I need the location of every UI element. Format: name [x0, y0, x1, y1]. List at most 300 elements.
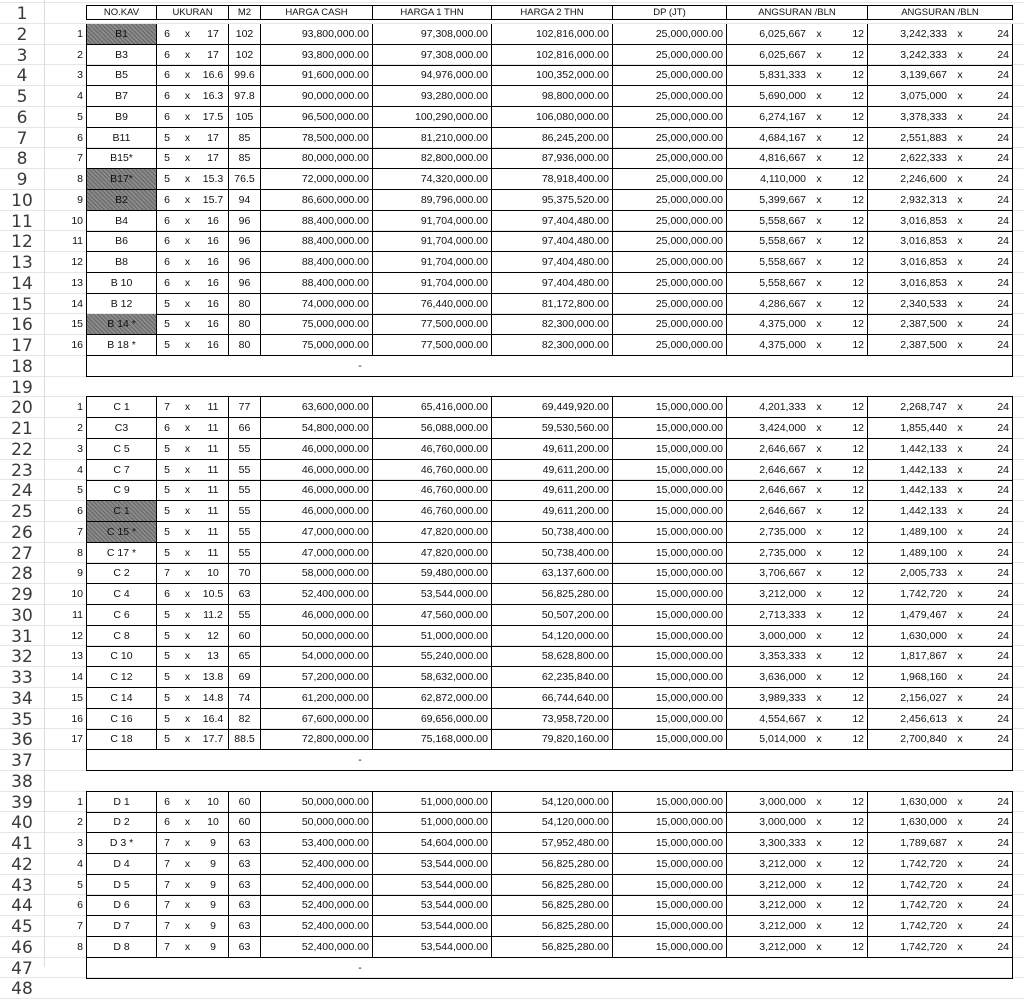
cell-no[interactable]: 15 [71, 692, 83, 704]
cell-cash[interactable]: 90,000,000.00 [261, 86, 373, 107]
times-sign[interactable]: x [177, 543, 198, 564]
row-number[interactable]: 11 [11, 212, 33, 232]
cell-m2[interactable]: 55 [229, 480, 261, 501]
cell-m2[interactable]: 88.5 [229, 729, 261, 750]
times-sign[interactable]: x [177, 792, 198, 813]
cell-m2[interactable]: 63 [229, 895, 261, 916]
cell-h1[interactable]: 93,280,000.00 [373, 86, 492, 107]
cell-t2[interactable]: 24 [970, 294, 1013, 315]
times-sign[interactable]: x [809, 709, 829, 730]
cell-a1[interactable]: 3,424,000 [727, 418, 809, 439]
cell-h2[interactable]: 49,611,200.00 [492, 480, 613, 501]
cell-kav[interactable]: C 12 [86, 667, 157, 688]
cell-cash[interactable]: 86,600,000.00 [261, 190, 373, 211]
times-sign[interactable]: x [809, 646, 829, 667]
cell-dp[interactable]: 15,000,000.00 [613, 709, 727, 730]
cell-a2[interactable]: 3,075,000 [868, 86, 950, 107]
cell-l[interactable]: 16.3 [198, 86, 229, 107]
cell-l[interactable]: 10 [198, 563, 229, 584]
cell-a1[interactable]: 4,286,667 [727, 294, 809, 315]
cell-no[interactable]: 13 [71, 277, 83, 289]
cell-kav[interactable]: C 1 [86, 397, 157, 418]
header-harga-cash[interactable]: HARGA CASH [261, 5, 373, 20]
cell-dp[interactable]: 15,000,000.00 [613, 418, 727, 439]
row-number[interactable]: 2 [16, 25, 28, 45]
cell-h2[interactable]: 57,952,480.00 [492, 833, 613, 854]
cell-a1[interactable]: 5,014,000 [727, 729, 809, 750]
cell-dp[interactable]: 25,000,000.00 [613, 86, 727, 107]
cell-a1[interactable]: 3,300,333 [727, 833, 809, 854]
cell-a2[interactable]: 1,442,133 [868, 439, 950, 460]
cell-h1[interactable]: 46,760,000.00 [373, 480, 492, 501]
cell-w[interactable]: 6 [157, 86, 177, 107]
cell-t2[interactable]: 24 [970, 24, 1013, 45]
cell-w[interactable]: 5 [157, 335, 177, 356]
cell-t2[interactable]: 24 [970, 584, 1013, 605]
cell-dp[interactable]: 25,000,000.00 [613, 24, 727, 45]
times-sign[interactable]: x [177, 252, 198, 273]
times-sign[interactable]: x [177, 937, 198, 958]
cell-cash[interactable]: 50,000,000.00 [261, 626, 373, 647]
cell-kav[interactable]: B4 [86, 211, 157, 232]
cell-a1[interactable]: 4,816,667 [727, 148, 809, 169]
cell-w[interactable]: 5 [157, 439, 177, 460]
cell-a1[interactable]: 3,636,000 [727, 667, 809, 688]
row-number[interactable]: 20 [11, 398, 33, 418]
times-sign[interactable]: x [809, 626, 829, 647]
cell-l[interactable]: 11 [198, 480, 229, 501]
times-sign[interactable]: x [950, 729, 970, 750]
row-number[interactable]: 13 [11, 253, 33, 273]
cell-h2[interactable]: 56,825,280.00 [492, 584, 613, 605]
row-number[interactable]: 26 [11, 523, 33, 543]
cell-no[interactable]: 8 [77, 547, 83, 559]
cell-dp[interactable]: 15,000,000.00 [613, 646, 727, 667]
cell-t2[interactable]: 24 [970, 522, 1013, 543]
cell-t2[interactable]: 24 [970, 543, 1013, 564]
cell-cash[interactable]: 46,000,000.00 [261, 501, 373, 522]
cell-m2[interactable]: 55 [229, 543, 261, 564]
cell-no[interactable]: 4 [77, 464, 83, 476]
cell-t1[interactable]: 12 [829, 563, 868, 584]
times-sign[interactable]: x [809, 460, 829, 481]
cell-l[interactable]: 16 [198, 335, 229, 356]
row-number[interactable]: 22 [11, 440, 33, 460]
times-sign[interactable]: x [809, 252, 829, 273]
times-sign[interactable]: x [950, 833, 970, 854]
cell-l[interactable]: 16 [198, 252, 229, 273]
cell-t1[interactable]: 12 [829, 418, 868, 439]
row-number[interactable]: 41 [11, 834, 33, 854]
cell-l[interactable]: 9 [198, 854, 229, 875]
cell-a2[interactable]: 2,156,027 [868, 688, 950, 709]
cell-h2[interactable]: 95,375,520.00 [492, 190, 613, 211]
row-number[interactable]: 1 [16, 4, 28, 24]
times-sign[interactable]: x [950, 107, 970, 128]
row-number[interactable]: 45 [11, 917, 33, 937]
cell-no[interactable]: 2 [77, 422, 83, 434]
cell-dp[interactable]: 15,000,000.00 [613, 729, 727, 750]
cell-a2[interactable]: 3,139,667 [868, 65, 950, 86]
times-sign[interactable]: x [950, 273, 970, 294]
cell-h1[interactable]: 89,796,000.00 [373, 190, 492, 211]
times-sign[interactable]: x [177, 148, 198, 169]
cell-t1[interactable]: 12 [829, 584, 868, 605]
cell-h2[interactable]: 97,404,480.00 [492, 211, 613, 232]
times-sign[interactable]: x [950, 792, 970, 813]
cell-m2[interactable]: 70 [229, 563, 261, 584]
cell-a1[interactable]: 3,212,000 [727, 916, 809, 937]
cell-dp[interactable]: 15,000,000.00 [613, 439, 727, 460]
times-sign[interactable]: x [177, 854, 198, 875]
cell-kav[interactable]: B6 [86, 231, 157, 252]
cell-dp[interactable]: 25,000,000.00 [613, 190, 727, 211]
cell-a2[interactable]: 1,442,133 [868, 501, 950, 522]
cell-l[interactable]: 13.8 [198, 667, 229, 688]
cell-dp[interactable]: 25,000,000.00 [613, 314, 727, 335]
cell-dp[interactable]: 15,000,000.00 [613, 688, 727, 709]
cell-cash[interactable]: 50,000,000.00 [261, 812, 373, 833]
cell-w[interactable]: 5 [157, 688, 177, 709]
times-sign[interactable]: x [809, 916, 829, 937]
cell-l[interactable]: 9 [198, 875, 229, 896]
cell-h1[interactable]: 97,308,000.00 [373, 24, 492, 45]
cell-h1[interactable]: 58,632,000.00 [373, 667, 492, 688]
cell-h2[interactable]: 56,825,280.00 [492, 854, 613, 875]
cell-m2[interactable]: 55 [229, 439, 261, 460]
cell-dp[interactable]: 15,000,000.00 [613, 522, 727, 543]
times-sign[interactable]: x [950, 543, 970, 564]
cell-m2[interactable]: 96 [229, 231, 261, 252]
cell-w[interactable]: 5 [157, 646, 177, 667]
cell-t2[interactable]: 24 [970, 335, 1013, 356]
row-number[interactable]: 25 [11, 502, 33, 522]
cell-cash[interactable]: 91,600,000.00 [261, 65, 373, 86]
cell-t2[interactable]: 24 [970, 65, 1013, 86]
cell-kav[interactable]: C 10 [86, 646, 157, 667]
cell-cash[interactable]: 52,400,000.00 [261, 916, 373, 937]
times-sign[interactable]: x [950, 667, 970, 688]
cell-m2[interactable]: 60 [229, 792, 261, 813]
cell-h1[interactable]: 51,000,000.00 [373, 626, 492, 647]
times-sign[interactable]: x [809, 875, 829, 896]
cell-a2[interactable]: 1,742,720 [868, 916, 950, 937]
cell-t2[interactable]: 24 [970, 626, 1013, 647]
row-number[interactable]: 33 [11, 668, 33, 688]
cell-a1[interactable]: 3,989,333 [727, 688, 809, 709]
times-sign[interactable]: x [950, 854, 970, 875]
cell-m2[interactable]: 80 [229, 294, 261, 315]
cell-l[interactable]: 9 [198, 833, 229, 854]
cell-m2[interactable]: 55 [229, 605, 261, 626]
cell-kav[interactable]: D 1 [86, 792, 157, 813]
cell-m2[interactable]: 96 [229, 273, 261, 294]
cell-a1[interactable]: 5,558,667 [727, 211, 809, 232]
cell-a2[interactable]: 3,016,853 [868, 231, 950, 252]
cell-no[interactable]: 5 [77, 111, 83, 123]
cell-m2[interactable]: 55 [229, 460, 261, 481]
cell-dp[interactable]: 15,000,000.00 [613, 563, 727, 584]
cell-t2[interactable]: 24 [970, 190, 1013, 211]
cell-a1[interactable]: 3,212,000 [727, 895, 809, 916]
cell-a1[interactable]: 3,000,000 [727, 792, 809, 813]
cell-a2[interactable]: 1,817,867 [868, 646, 950, 667]
cell-m2[interactable]: 80 [229, 335, 261, 356]
cell-t1[interactable]: 12 [829, 792, 868, 813]
cell-t2[interactable]: 24 [970, 480, 1013, 501]
cell-dp[interactable]: 15,000,000.00 [613, 667, 727, 688]
cell-cash[interactable]: 52,400,000.00 [261, 854, 373, 875]
cell-w[interactable]: 6 [157, 812, 177, 833]
times-sign[interactable]: x [177, 626, 198, 647]
times-sign[interactable]: x [950, 418, 970, 439]
cell-a2[interactable]: 1,742,720 [868, 937, 950, 958]
cell-no[interactable]: 5 [77, 484, 83, 496]
times-sign[interactable]: x [177, 460, 198, 481]
times-sign[interactable]: x [177, 916, 198, 937]
cell-l[interactable]: 10 [198, 792, 229, 813]
cell-t1[interactable]: 12 [829, 169, 868, 190]
cell-w[interactable]: 5 [157, 314, 177, 335]
cell-h2[interactable]: 82,300,000.00 [492, 335, 613, 356]
times-sign[interactable]: x [809, 439, 829, 460]
cell-h1[interactable]: 91,704,000.00 [373, 252, 492, 273]
cell-t2[interactable]: 24 [970, 875, 1013, 896]
cell-kav[interactable]: C 5 [86, 439, 157, 460]
row-number[interactable]: 7 [16, 129, 28, 149]
cell-cash[interactable]: 47,000,000.00 [261, 543, 373, 564]
cell-no[interactable]: 8 [77, 941, 83, 953]
cell-cash[interactable]: 46,000,000.00 [261, 605, 373, 626]
cell-h1[interactable]: 77,500,000.00 [373, 314, 492, 335]
cell-w[interactable]: 5 [157, 148, 177, 169]
cell-cash[interactable]: 96,500,000.00 [261, 107, 373, 128]
cell-t1[interactable]: 12 [829, 460, 868, 481]
cell-h1[interactable]: 65,416,000.00 [373, 397, 492, 418]
dash-cell[interactable]: - [358, 754, 362, 766]
cell-no[interactable]: 7 [77, 152, 83, 164]
times-sign[interactable]: x [950, 688, 970, 709]
times-sign[interactable]: x [950, 875, 970, 896]
cell-w[interactable]: 7 [157, 397, 177, 418]
cell-h1[interactable]: 54,604,000.00 [373, 833, 492, 854]
cell-dp[interactable]: 25,000,000.00 [613, 252, 727, 273]
cell-h2[interactable]: 59,530,560.00 [492, 418, 613, 439]
cell-kav-highlighted[interactable]: B2 [86, 190, 157, 211]
cell-no[interactable]: 8 [77, 173, 83, 185]
cell-t2[interactable]: 24 [970, 812, 1013, 833]
times-sign[interactable]: x [177, 45, 198, 66]
cell-h1[interactable]: 94,976,000.00 [373, 65, 492, 86]
cell-h1[interactable]: 74,320,000.00 [373, 169, 492, 190]
cell-a1[interactable]: 4,110,000 [727, 169, 809, 190]
cell-cash[interactable]: 72,000,000.00 [261, 169, 373, 190]
cell-dp[interactable]: 15,000,000.00 [613, 812, 727, 833]
times-sign[interactable]: x [950, 439, 970, 460]
cell-w[interactable]: 6 [157, 190, 177, 211]
cell-t1[interactable]: 12 [829, 626, 868, 647]
times-sign[interactable]: x [950, 812, 970, 833]
cell-m2[interactable]: 63 [229, 937, 261, 958]
cell-no[interactable]: 2 [77, 816, 83, 828]
times-sign[interactable]: x [177, 895, 198, 916]
cell-l[interactable]: 10 [198, 812, 229, 833]
cell-a2[interactable]: 2,387,500 [868, 314, 950, 335]
cell-kav[interactable]: D 2 [86, 812, 157, 833]
cell-kav[interactable]: B 18 * [86, 335, 157, 356]
row-number[interactable]: 29 [11, 585, 33, 605]
times-sign[interactable]: x [809, 522, 829, 543]
header-harga-1thn[interactable]: HARGA 1 THN [373, 5, 492, 20]
header-ukuran[interactable]: UKURAN [157, 5, 229, 20]
cell-no[interactable]: 10 [71, 215, 83, 227]
cell-kav[interactable]: C 18 [86, 729, 157, 750]
times-sign[interactable]: x [809, 480, 829, 501]
cell-cash[interactable]: 52,400,000.00 [261, 584, 373, 605]
cell-m2[interactable]: 66 [229, 418, 261, 439]
cell-t2[interactable]: 24 [970, 107, 1013, 128]
cell-t1[interactable]: 12 [829, 231, 868, 252]
times-sign[interactable]: x [177, 729, 198, 750]
cell-l[interactable]: 15.3 [198, 169, 229, 190]
cell-cash[interactable]: 93,800,000.00 [261, 45, 373, 66]
header-m2[interactable]: M2 [229, 5, 261, 20]
cell-t2[interactable]: 24 [970, 460, 1013, 481]
cell-a1[interactable]: 2,713,333 [727, 605, 809, 626]
cell-a1[interactable]: 2,735,000 [727, 543, 809, 564]
cell-kav[interactable]: C 16 [86, 709, 157, 730]
cell-t2[interactable]: 24 [970, 45, 1013, 66]
cell-h2[interactable]: 49,611,200.00 [492, 439, 613, 460]
cell-cash[interactable]: 63,600,000.00 [261, 397, 373, 418]
cell-no[interactable]: 9 [77, 194, 83, 206]
cell-no[interactable]: 16 [71, 339, 83, 351]
cell-t1[interactable]: 12 [829, 480, 868, 501]
cell-l[interactable]: 17 [198, 148, 229, 169]
cell-w[interactable]: 5 [157, 128, 177, 149]
cell-a2[interactable]: 2,387,500 [868, 335, 950, 356]
cell-t2[interactable]: 24 [970, 709, 1013, 730]
cell-cash[interactable]: 52,400,000.00 [261, 895, 373, 916]
times-sign[interactable]: x [177, 24, 198, 45]
cell-w[interactable]: 5 [157, 605, 177, 626]
row-number[interactable]: 44 [11, 896, 33, 916]
cell-cash[interactable]: 93,800,000.00 [261, 24, 373, 45]
times-sign[interactable]: x [950, 916, 970, 937]
cell-l[interactable]: 14.8 [198, 688, 229, 709]
times-sign[interactable]: x [809, 937, 829, 958]
cell-m2[interactable]: 63 [229, 584, 261, 605]
cell-a1[interactable]: 2,735,000 [727, 522, 809, 543]
cell-a1[interactable]: 2,646,667 [727, 501, 809, 522]
times-sign[interactable]: x [809, 397, 829, 418]
times-sign[interactable]: x [950, 190, 970, 211]
times-sign[interactable]: x [177, 667, 198, 688]
cell-kav[interactable]: C 6 [86, 605, 157, 626]
cell-kav[interactable]: D 8 [86, 937, 157, 958]
cell-kav[interactable]: B 10 [86, 273, 157, 294]
cell-dp[interactable]: 15,000,000.00 [613, 501, 727, 522]
cell-cash[interactable]: 52,400,000.00 [261, 937, 373, 958]
cell-cash[interactable]: 54,800,000.00 [261, 418, 373, 439]
cell-w[interactable]: 6 [157, 24, 177, 45]
cell-l[interactable]: 11 [198, 460, 229, 481]
cell-h1[interactable]: 75,168,000.00 [373, 729, 492, 750]
cell-cash[interactable]: 88,400,000.00 [261, 231, 373, 252]
times-sign[interactable]: x [809, 895, 829, 916]
cell-no[interactable]: 17 [71, 733, 83, 745]
row-number[interactable]: 15 [11, 295, 33, 315]
times-sign[interactable]: x [809, 501, 829, 522]
cell-kav[interactable]: C 4 [86, 584, 157, 605]
cell-w[interactable]: 6 [157, 792, 177, 813]
cell-h1[interactable]: 46,760,000.00 [373, 501, 492, 522]
times-sign[interactable]: x [177, 563, 198, 584]
times-sign[interactable]: x [177, 65, 198, 86]
cell-h2[interactable]: 66,744,640.00 [492, 688, 613, 709]
cell-w[interactable]: 6 [157, 65, 177, 86]
cell-h1[interactable]: 53,544,000.00 [373, 937, 492, 958]
cell-a1[interactable]: 5,690,000 [727, 86, 809, 107]
cell-kav[interactable]: D 5 [86, 875, 157, 896]
cell-t1[interactable]: 12 [829, 501, 868, 522]
cell-t1[interactable]: 12 [829, 190, 868, 211]
times-sign[interactable]: x [809, 45, 829, 66]
cell-a2[interactable]: 2,340,533 [868, 294, 950, 315]
cell-t2[interactable]: 24 [970, 563, 1013, 584]
times-sign[interactable]: x [809, 854, 829, 875]
cell-m2[interactable]: 60 [229, 626, 261, 647]
cell-t2[interactable]: 24 [970, 211, 1013, 232]
cell-t1[interactable]: 12 [829, 646, 868, 667]
cell-m2[interactable]: 63 [229, 916, 261, 937]
cell-h1[interactable]: 56,088,000.00 [373, 418, 492, 439]
cell-a1[interactable]: 3,212,000 [727, 875, 809, 896]
cell-no[interactable]: 7 [77, 526, 83, 538]
times-sign[interactable]: x [809, 543, 829, 564]
cell-no[interactable]: 13 [71, 650, 83, 662]
row-number[interactable]: 27 [11, 544, 33, 564]
cell-a1[interactable]: 5,558,667 [727, 231, 809, 252]
times-sign[interactable]: x [950, 231, 970, 252]
cell-l[interactable]: 11 [198, 501, 229, 522]
header-angsuran1[interactable]: ANGSURAN /BLN [727, 5, 868, 20]
cell-t1[interactable]: 12 [829, 812, 868, 833]
row-number[interactable]: 9 [16, 170, 28, 190]
cell-t2[interactable]: 24 [970, 688, 1013, 709]
blank-row[interactable] [86, 958, 1013, 979]
cell-w[interactable]: 7 [157, 833, 177, 854]
cell-a1[interactable]: 3,212,000 [727, 584, 809, 605]
cell-cash[interactable]: 74,000,000.00 [261, 294, 373, 315]
cell-cash[interactable]: 53,400,000.00 [261, 833, 373, 854]
cell-no[interactable]: 1 [77, 401, 83, 413]
cell-no[interactable]: 3 [77, 837, 83, 849]
cell-no[interactable]: 16 [71, 713, 83, 725]
cell-m2[interactable]: 63 [229, 833, 261, 854]
cell-h2[interactable]: 73,958,720.00 [492, 709, 613, 730]
blank-row[interactable] [86, 356, 1013, 377]
cell-h2[interactable]: 56,825,280.00 [492, 895, 613, 916]
cell-m2[interactable]: 105 [229, 107, 261, 128]
cell-kav[interactable]: C 8 [86, 626, 157, 647]
cell-cash[interactable]: 72,800,000.00 [261, 729, 373, 750]
cell-h1[interactable]: 91,704,000.00 [373, 211, 492, 232]
cell-a2[interactable]: 1,742,720 [868, 895, 950, 916]
cell-w[interactable]: 7 [157, 563, 177, 584]
times-sign[interactable]: x [177, 439, 198, 460]
cell-t2[interactable]: 24 [970, 231, 1013, 252]
